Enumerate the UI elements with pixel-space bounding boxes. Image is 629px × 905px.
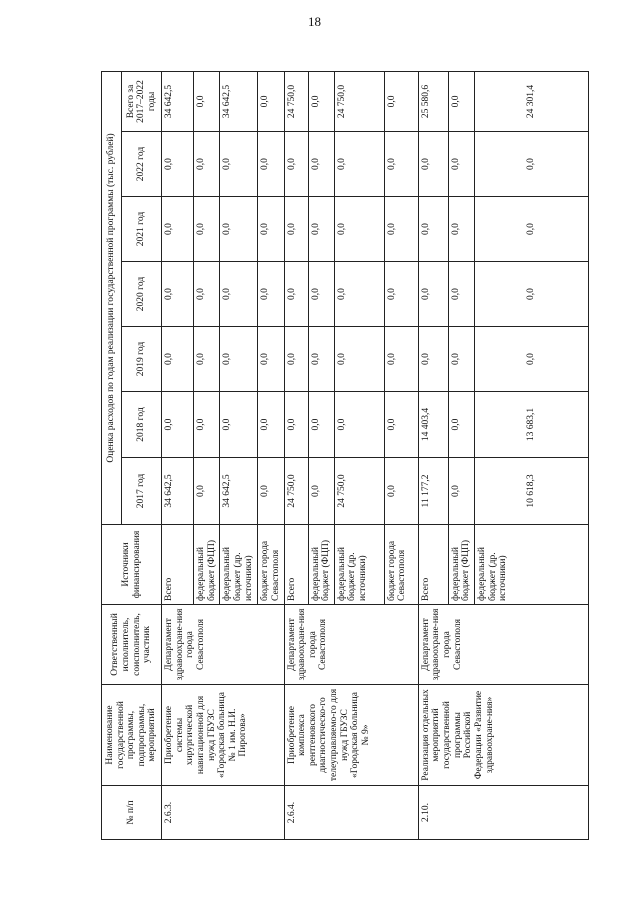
page-number: 18 (308, 14, 321, 29)
item-number: 2.6.4. (284, 786, 418, 840)
header-responsible: Ответственный исполнитель, соисполнитель, участник (102, 605, 162, 685)
header-year: 2019 год (122, 327, 162, 392)
table-row (418, 71, 448, 839)
value-cell: 0,0 (258, 327, 284, 392)
value-cell: 0,0 (384, 327, 418, 392)
source-label: бюджет города Севастополя (384, 525, 418, 605)
item-number: 2.10. (418, 786, 588, 840)
value-cell: 0,0 (220, 327, 258, 392)
value-cell: 0,0 (258, 197, 284, 262)
source-label: федеральный бюджет (др. источники) (220, 525, 258, 605)
value-cell: 34 642,5 (162, 458, 194, 525)
value-cell: 0,0 (418, 132, 448, 197)
header-year: 2017 год (122, 458, 162, 525)
item-name: Приобретение системы хирургической навигационной для нужд ГБУЗС «Городская больница № 1 им. Н.И. Пирогова» (162, 685, 285, 786)
value-cell: 0,0 (194, 197, 220, 262)
value-cell: 0,0 (162, 197, 194, 262)
value-cell: 0,0 (194, 262, 220, 327)
item-responsible: Департамент здравоохране-ния города Севастополя (284, 605, 418, 685)
item-number: 2.6.3. (162, 786, 285, 840)
value-cell: 0,0 (308, 458, 334, 525)
total-cell: 34 642,5 (162, 71, 194, 131)
table-row (284, 71, 308, 839)
value-cell: 0,0 (334, 132, 384, 197)
value-cell: 0,0 (220, 392, 258, 458)
total-cell: 0,0 (308, 71, 334, 131)
source-label: Всего (162, 525, 194, 605)
source-label: федеральный бюджет (ФЦП) (308, 525, 334, 605)
value-cell: 0,0 (448, 262, 474, 327)
total-cell: 24 750,0 (334, 71, 384, 131)
total-cell: 34 642,5 (220, 71, 258, 131)
header-year: 2020 год (122, 262, 162, 327)
item-responsible: Департамент здравоохране-ния города Севастополя (162, 605, 285, 685)
value-cell: 0,0 (448, 132, 474, 197)
value-cell: 0,0 (384, 197, 418, 262)
value-cell: 0,0 (384, 262, 418, 327)
value-cell: 0,0 (448, 327, 474, 392)
rotated-table-wrapper (101, 80, 589, 840)
value-cell: 0,0 (475, 327, 589, 392)
header-year: 2022 год (122, 132, 162, 197)
value-cell: 0,0 (334, 262, 384, 327)
value-cell: 13 683,1 (475, 392, 589, 458)
value-cell: 0,0 (308, 392, 334, 458)
value-cell: 0,0 (334, 392, 384, 458)
value-cell: 0,0 (194, 458, 220, 525)
value-cell: 0,0 (448, 458, 474, 525)
item-name: Реализация отдельных мероприятий государственной программы Российской Федерации «Развитие здравоохране-ния» (418, 685, 588, 786)
value-cell: 0,0 (220, 262, 258, 327)
total-cell: 24 750,0 (284, 71, 308, 131)
value-cell: 0,0 (194, 327, 220, 392)
value-cell: 0,0 (475, 132, 589, 197)
value-cell: 0,0 (258, 262, 284, 327)
value-cell: 0,0 (162, 327, 194, 392)
value-cell: 0,0 (194, 392, 220, 458)
value-cell: 0,0 (475, 262, 589, 327)
value-cell: 0,0 (334, 327, 384, 392)
source-label: Всего (284, 525, 308, 605)
value-cell: 0,0 (194, 132, 220, 197)
total-cell: 0,0 (194, 71, 220, 131)
source-label: федеральный бюджет (ФЦП) (194, 525, 220, 605)
total-cell: 25 580,6 (418, 71, 448, 131)
value-cell: 0,0 (308, 132, 334, 197)
value-cell: 0,0 (418, 262, 448, 327)
value-cell: 0,0 (384, 132, 418, 197)
value-cell: 0,0 (284, 197, 308, 262)
header-year: 2021 год (122, 197, 162, 262)
source-label: Всего (418, 525, 448, 605)
source-label: федеральный бюджет (др. источники) (334, 525, 384, 605)
value-cell: 11 177,2 (418, 458, 448, 525)
value-cell: 0,0 (448, 392, 474, 458)
item-name: Приобретение комплекса рентгеновского диагностическо-го телеуправляемо-го для нужд ГБУЗС «Городская больница № 9» (284, 685, 418, 786)
value-cell: 10 618,3 (475, 458, 589, 525)
value-cell: 0,0 (284, 327, 308, 392)
value-cell: 0,0 (258, 458, 284, 525)
header-no: № п/п (102, 786, 162, 840)
value-cell: 0,0 (418, 197, 448, 262)
source-label: федеральный бюджет (ФЦП) (448, 525, 474, 605)
value-cell: 0,0 (220, 132, 258, 197)
total-cell: 0,0 (258, 71, 284, 131)
value-cell: 0,0 (308, 262, 334, 327)
value-cell: 0,0 (308, 197, 334, 262)
value-cell: 0,0 (220, 197, 258, 262)
source-label: бюджет города Севастополя (258, 525, 284, 605)
item-responsible: Департамент здравоохране-ния города Севастополя (418, 605, 588, 685)
budget-table (101, 71, 589, 840)
value-cell: 0,0 (162, 132, 194, 197)
value-cell: 0,0 (258, 392, 284, 458)
value-cell: 24 750,0 (334, 458, 384, 525)
value-cell: 0,0 (258, 132, 284, 197)
value-cell: 0,0 (384, 392, 418, 458)
value-cell: 0,0 (334, 197, 384, 262)
value-cell: 0,0 (162, 392, 194, 458)
value-cell: 0,0 (384, 458, 418, 525)
total-cell: 24 301,4 (475, 71, 589, 131)
value-cell: 0,0 (284, 262, 308, 327)
value-cell: 0,0 (162, 262, 194, 327)
value-cell: 14 403,4 (418, 392, 448, 458)
source-label: федеральный бюджет (др. источники) (475, 525, 589, 605)
header-year: 2018 год (122, 392, 162, 458)
table-row (162, 71, 194, 839)
value-cell: 34 642,5 (220, 458, 258, 525)
header-total: Всего за 2017–2022 годы (122, 71, 162, 131)
value-cell: 0,0 (448, 197, 474, 262)
total-cell: 0,0 (448, 71, 474, 131)
header-name: Наименование государственной программы, подпрограммы, мероприятий (102, 685, 162, 786)
value-cell: 0,0 (475, 197, 589, 262)
value-cell: 0,0 (284, 132, 308, 197)
total-cell: 0,0 (384, 71, 418, 131)
value-cell: 0,0 (284, 392, 308, 458)
value-cell: 0,0 (308, 327, 334, 392)
value-cell: 0,0 (418, 327, 448, 392)
header-sources: Источники финансирования (102, 525, 162, 605)
header-estimate: Оценка расходов по годам реализации государственной программы (тыс. рублей) (102, 71, 122, 524)
value-cell: 24 750,0 (284, 458, 308, 525)
